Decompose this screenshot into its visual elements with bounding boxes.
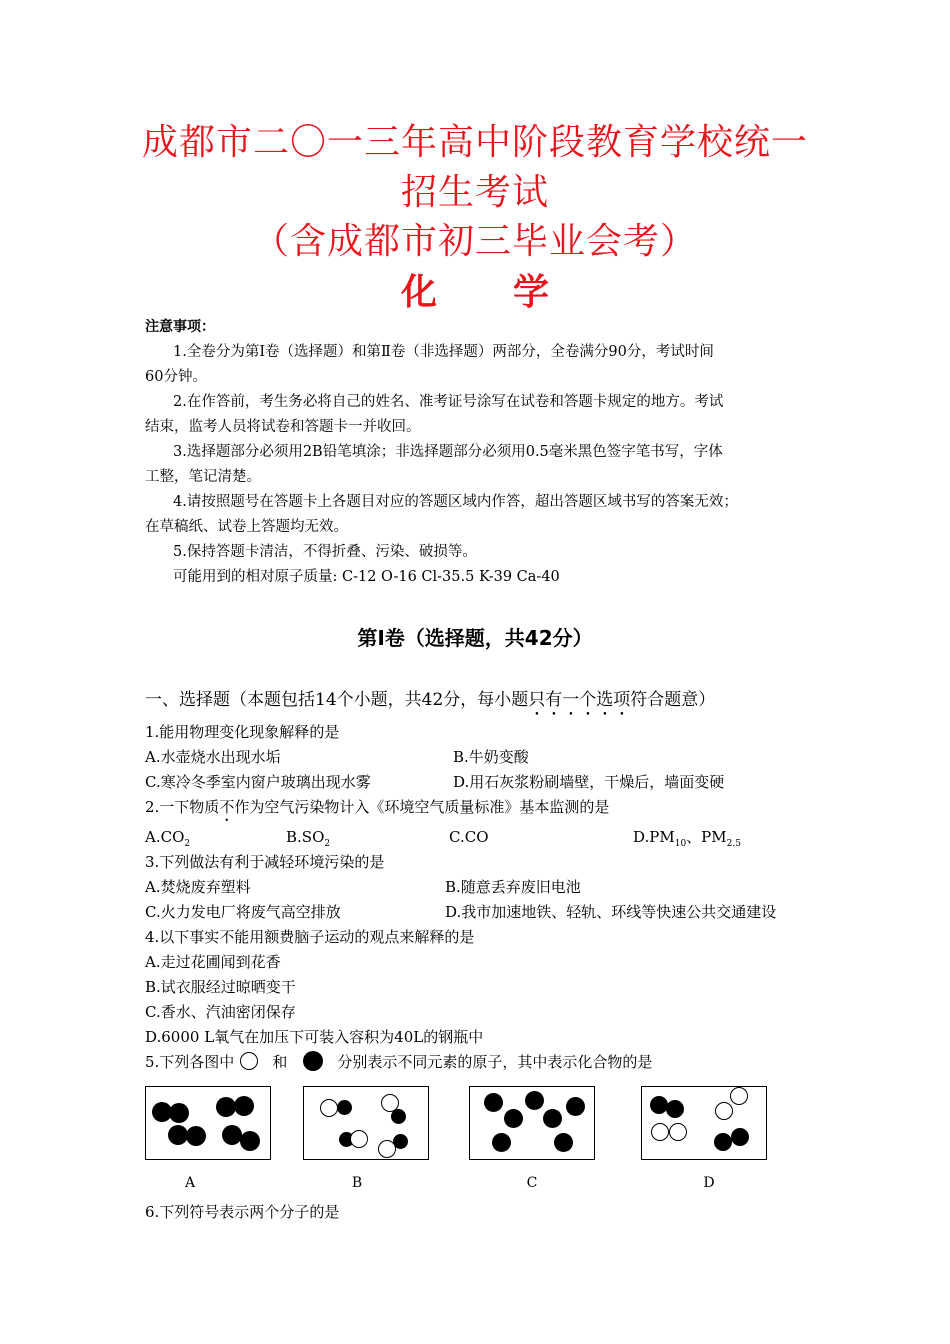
q3-option-a: A.焚烧废弃塑料 xyxy=(145,878,251,896)
q1-option-a: A.水壶烧水出现水垢 xyxy=(145,748,281,766)
diagram-box-b xyxy=(303,1086,429,1160)
note-5: 5.保持答题卡清洁，不得折叠、污染、破损等。 xyxy=(173,544,477,560)
section-suffix: 符合题意） xyxy=(630,690,716,710)
q2-d-text: D.PM xyxy=(633,828,675,846)
note-1-line2: 60分钟。 xyxy=(145,369,207,385)
q5-stem-mid: 和 xyxy=(272,1053,288,1071)
black-atom xyxy=(391,1109,406,1124)
white-atom xyxy=(669,1123,687,1141)
diagram-label-b: B xyxy=(351,1175,363,1191)
note-1-line1: 1.全卷分为第Ⅰ卷（选择题）和第Ⅱ卷（非选择题）两部分，全卷满分90分，考试时间 xyxy=(173,344,714,360)
diagram-label-c: C xyxy=(526,1175,538,1191)
q1-option-b: B.牛奶变酸 xyxy=(453,748,529,766)
black-atom xyxy=(492,1133,511,1152)
section-prefix: 一、选择题（本题包括14个小题，共42分，每小题 xyxy=(145,690,529,710)
diagram-label-a: A xyxy=(184,1175,196,1191)
note-2-line2: 结束，监考人员将试卷和答题卡一并收回。 xyxy=(145,419,421,435)
white-atom xyxy=(651,1123,669,1141)
white-atom xyxy=(320,1099,338,1117)
q1-option-d: D.用石灰浆粉刷墙壁，干燥后，墙面变硬 xyxy=(453,773,725,791)
subject-char-2: 学 xyxy=(513,272,550,313)
subject-title xyxy=(0,268,950,318)
black-atom xyxy=(168,1125,188,1145)
note-2-line1: 2.在作答前，考生务必将自己的姓名、准考证号涂写在试卷和答题卡规定的地方。考试 xyxy=(173,394,724,410)
volume-title: 第Ⅰ卷（选择题，共42分） xyxy=(357,626,593,650)
q3-option-c: C.火力发电厂将废气高空排放 xyxy=(145,903,341,921)
black-atom xyxy=(169,1103,189,1123)
q2-d-subscript-1: 10 xyxy=(674,839,687,849)
q4-option-d: D.6000 L氧气在加压下可装入容积为40L的钢瓶中 xyxy=(145,1028,484,1046)
q2-d-mid: 、PM xyxy=(686,828,727,846)
q5-stem xyxy=(145,1050,652,1074)
q5-stem-pre: 5.下列各图中 xyxy=(145,1053,235,1071)
black-atom xyxy=(554,1133,573,1152)
q2-a-text: A.CO xyxy=(145,828,185,846)
q2-option-c: C.CO xyxy=(449,828,489,846)
note-3-line1: 3.选择题部分必须用2B铅笔填涂；非选择题部分必须用0.5毫米黑色签字笔书写，字体 xyxy=(173,444,723,460)
diagram-box-d xyxy=(641,1086,767,1160)
atomic-mass-note: 可能用到的相对原子质量: C-12 O-16 Cl-35.5 K-39 Ca-40 xyxy=(173,569,560,585)
exam-title-line3: （含成都市初三毕业会考） xyxy=(252,221,697,262)
black-atom xyxy=(234,1096,254,1116)
black-atom xyxy=(216,1097,236,1117)
q2-stem-emphasis: 不 xyxy=(219,798,235,816)
exam-title-line2: 招生考试 xyxy=(400,172,549,213)
subject-char-1: 化 xyxy=(400,272,437,313)
white-atom-icon xyxy=(240,1052,258,1070)
q1-option-c: C.寒冷冬季室内窗户玻璃出现水雾 xyxy=(145,773,371,791)
black-atom xyxy=(566,1097,585,1116)
black-atom-icon xyxy=(303,1051,323,1071)
note-4-line1: 4.请按照题号在答题卡上各题目对应的答题区域内作答，超出答题区域书写的答案无效； xyxy=(173,494,738,510)
q1-stem: 1.能用物理变化现象解释的是 xyxy=(145,723,340,741)
black-atom xyxy=(186,1126,206,1146)
q2-stem xyxy=(145,795,609,825)
q4-option-c: C.香水、汽油密闭保存 xyxy=(145,1003,296,1021)
q2-stem-post: 作为空气污染物计入《环境空气质量标准》基本监测的是 xyxy=(234,798,610,816)
q3-option-d: D.我市加速地铁、轻轨、环线等快速公共交通建设 xyxy=(445,903,777,921)
black-atom xyxy=(337,1100,352,1115)
white-atom xyxy=(350,1130,368,1148)
black-atom xyxy=(240,1131,260,1151)
section-emphasis: 只有一个选项 xyxy=(528,690,631,710)
black-atom xyxy=(222,1125,242,1145)
black-atom xyxy=(714,1133,732,1151)
black-atom xyxy=(504,1109,523,1128)
black-atom xyxy=(484,1093,503,1112)
notes-heading: 注意事项： xyxy=(145,319,215,335)
q2-option-d xyxy=(633,825,741,856)
black-atom xyxy=(543,1109,562,1128)
q2-a-subscript: 2 xyxy=(184,839,191,849)
q4-stem: 4.以下事实不能用额费脑子运动的观点来解释的是 xyxy=(145,928,475,946)
q2-b-subscript: 2 xyxy=(324,839,331,849)
white-atom xyxy=(730,1087,748,1105)
q5-stem-post: 分别表示不同元素的原子，其中表示化合物的是 xyxy=(337,1053,653,1071)
q3-stem: 3.下列做法有利于减轻环境污染的是 xyxy=(145,853,385,871)
q4-option-b: B.试衣服经过晾晒变干 xyxy=(145,978,296,996)
q6-stem: 6.下列符号表示两个分子的是 xyxy=(145,1203,340,1221)
q3-option-b: B.随意丢弃废旧电池 xyxy=(445,878,581,896)
white-atom xyxy=(715,1102,733,1120)
black-atom xyxy=(650,1096,668,1114)
black-atom xyxy=(666,1100,684,1118)
diagram-box-a xyxy=(145,1086,271,1160)
black-atom xyxy=(525,1091,544,1110)
black-atom xyxy=(731,1128,749,1146)
q4-option-a: A.走过花圃闻到花香 xyxy=(145,953,281,971)
q2-b-text: B.SO xyxy=(286,828,325,846)
q2-stem-pre: 2.一下物质 xyxy=(145,798,220,816)
section-heading xyxy=(145,687,715,720)
diagram-label-d: D xyxy=(703,1175,715,1191)
note-3-line2: 工整，笔记清楚。 xyxy=(145,469,261,485)
white-atom xyxy=(378,1140,396,1158)
q2-d-subscript-2: 2.5 xyxy=(726,839,741,849)
exam-title-line1: 成都市二〇一三年高中阶段教育学校统一 xyxy=(141,122,808,163)
diagram-box-c xyxy=(469,1086,595,1160)
note-4-line2: 在草稿纸、试卷上答题均无效。 xyxy=(145,519,348,535)
